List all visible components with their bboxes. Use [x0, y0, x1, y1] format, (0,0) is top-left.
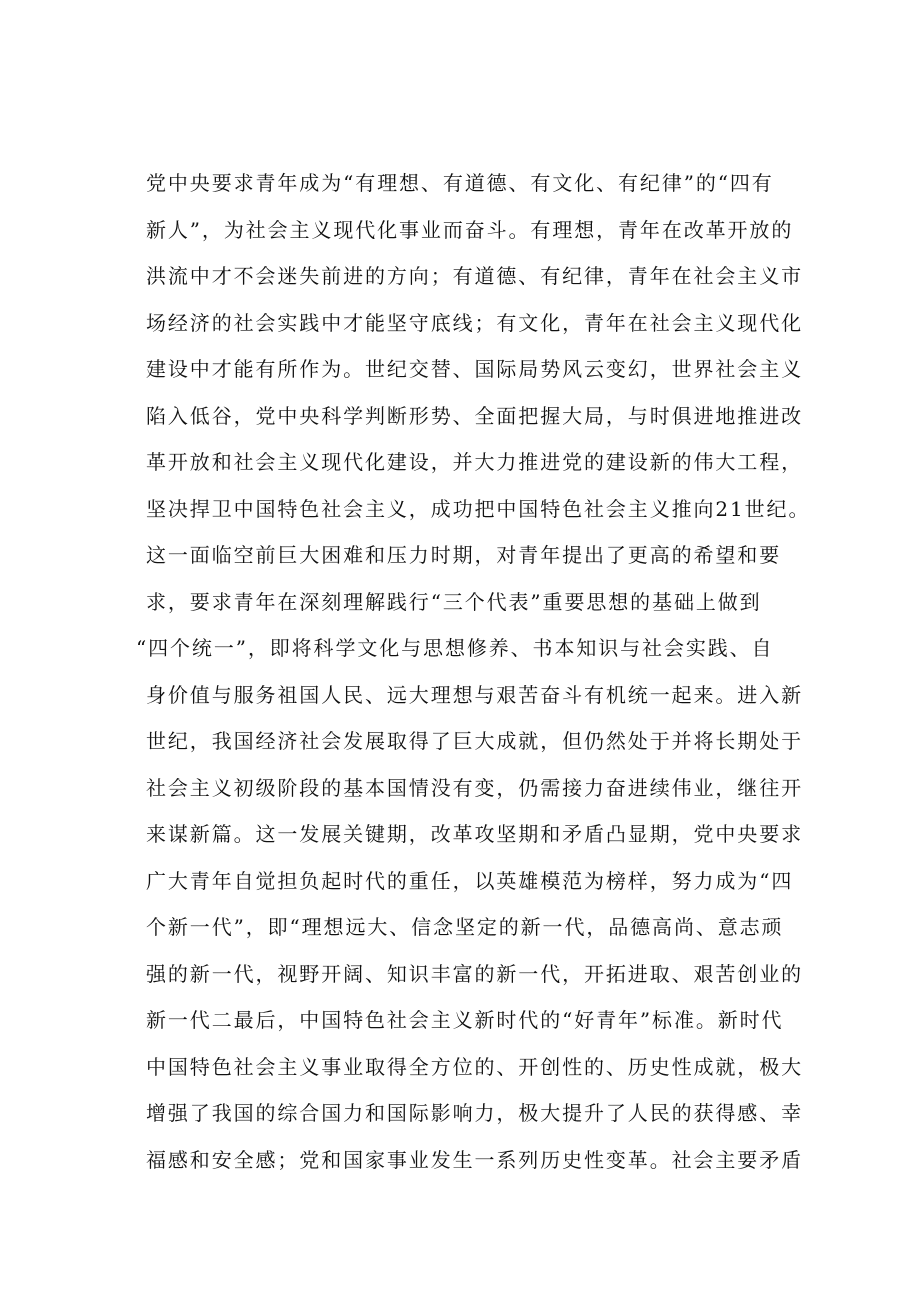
text-line: 身价值与服务祖国人民、远大理想与艰苦奋斗有机统一起来。进入新 — [146, 682, 803, 707]
text-line: 建设中才能有所作为。世纪交替、国际局势风云变幻，世界社会主义 — [146, 357, 803, 381]
text-line: 来谋新篇。这一发展关键期，改革攻坚期和矛盾凸显期，党中央要求 — [146, 822, 803, 846]
text-line: 新人”，为社会主义现代化事业而奋斗。有理想，青年在改革开放的 — [146, 217, 794, 242]
text-line: 洪流中才不会迷失前进的方向；有道德、有纪律，青年在社会主义市 — [146, 264, 803, 288]
text-line: 新一代二最后，中国特色社会主义新时代的“好青年”标准。新时代 — [146, 1008, 784, 1032]
text-line: 这一面临空前巨大困难和压力时期，对青年提出了更高的希望和要 — [146, 543, 782, 567]
text-line: 中国特色社会主义事业取得全方位的、开创性的、历史性成就，极大 — [146, 1054, 803, 1079]
text-line: 个新一代”，即“理想远大、信念坚定的新一代，品德高尚、意志顽 — [146, 915, 784, 939]
text-line: 增强了我国的综合国力和国际影响力，极大提升了人民的获得感、幸 — [146, 1101, 803, 1125]
body-paragraph — [136, 160, 811, 1183]
text-line: 场经济的社会实践中才能坚守底线；有文化，青年在社会主义现代化 — [146, 310, 803, 335]
text-line: 党中央要求青年成为“有理想、有道德、有文化、有纪律”的“四有 — [146, 171, 774, 195]
text-line: 求，要求青年在深刻理解践行“三个代表”重要思想的基础上做到 — [146, 589, 762, 614]
text-line: 世纪，我国经济社会发展取得了巨大成就，但仍然处于并将长期处于 — [146, 729, 803, 753]
text-line: 社会主义初级阶段的基本国情没有变，仍需接力奋进续伟业，继往开 — [146, 775, 803, 800]
text-line: 陷入低谷，党中央科学判断形势、全面把握大局，与时俱进地推进改 — [146, 403, 803, 428]
text-line: 广大青年自觉担负起时代的重任，以英雄模范为榜样，努力成为“四 — [146, 868, 794, 893]
text-line: 坚决捍卫中国特色社会主义，成功把中国特色社会主义推向21世纪。 — [146, 496, 811, 521]
text-line: 强的新一代，视野开阔、知识丰富的新一代，开拓进取、艰苦创业的 — [146, 961, 803, 986]
text-line: 福感和安全感；党和国家事业发生一系列历史性变革。社会主要矛盾 — [146, 1147, 803, 1172]
text-line: 革开放和社会主义现代化建设，并大力推进党的建设新的伟大工程， — [146, 450, 803, 474]
text-line: “四个统一”，即将科学文化与思想修养、书本知识与社会实践、自 — [136, 636, 774, 660]
